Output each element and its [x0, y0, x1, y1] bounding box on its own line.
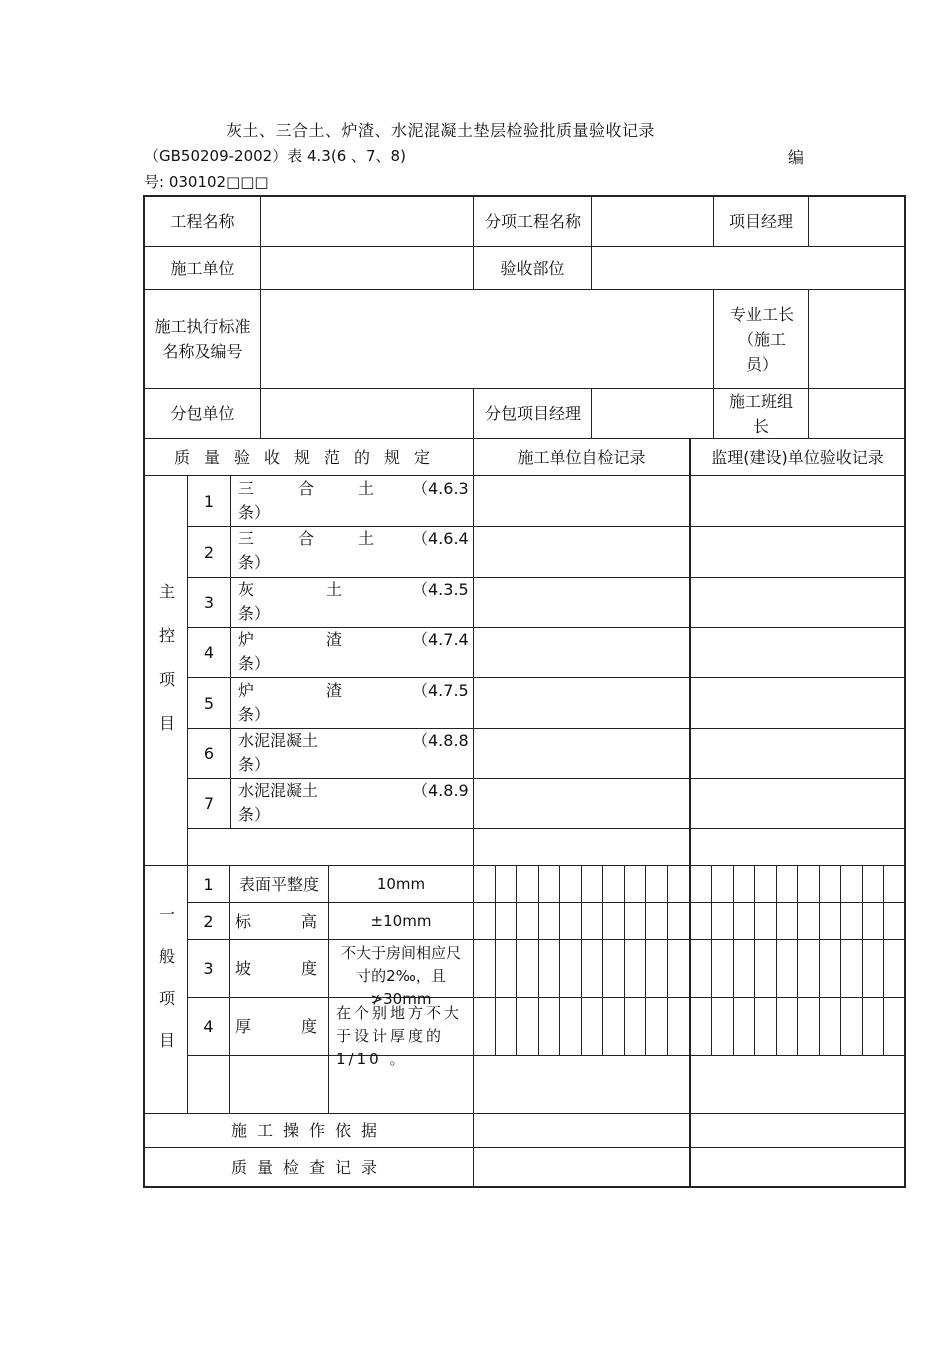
standard-reference: （GB50209-2002）表 4.3(6 、7、8) — [144, 147, 406, 165]
self-check-column-header: 施工单位自检记录 — [517, 447, 646, 467]
main-item-no: 5 — [203, 693, 215, 713]
sub-project-label: 分项工程名称 — [484, 211, 581, 231]
general-item-value: 10mm — [376, 874, 426, 893]
main-item-no: 6 — [203, 744, 215, 763]
general-item-no: 4 — [203, 1017, 214, 1036]
general-item-name: 厚 度 — [234, 1017, 323, 1036]
main-item-text: 水泥混凝土 （4.8.9 条） — [238, 781, 469, 824]
project-name-field[interactable] — [261, 196, 473, 246]
main-item-no: 3 — [203, 593, 215, 612]
main-item-text: 水泥混凝土 （4.8.8 条） — [238, 731, 469, 774]
main-item-no: 4 — [203, 643, 215, 662]
general-item-name: 坡 度 — [234, 959, 323, 978]
main-item-text: 三 合 土 （4.6.3 条） — [238, 479, 469, 522]
project-manager-label: 项目经理 — [728, 211, 793, 231]
general-item-name: 表面平整度 — [238, 874, 319, 894]
general-item-no: 1 — [203, 874, 214, 894]
supervision-column-header: 监理(建设)单位验收记录 — [711, 447, 884, 467]
general-item-name: 标 高 — [234, 911, 323, 931]
quality-check-record-label: 质量检查记录 — [230, 1157, 387, 1177]
general-item-value: ±10mm — [370, 911, 432, 930]
general-items-label: 一般项目 — [156, 905, 176, 1074]
project-name-label: 工程名称 — [170, 211, 235, 231]
foreman-label: 专业工长（施工员） — [730, 304, 795, 374]
team-leader-label: 施工班组长 — [728, 391, 793, 436]
general-item-value: 不大于房间相应尺寸的2‰，且≯30mm — [340, 944, 461, 1008]
subcontractor-label: 分包单位 — [170, 404, 235, 423]
exec-standard-label: 施工执行标准 名称及编号 — [154, 317, 251, 361]
general-item-no: 3 — [203, 959, 214, 978]
record-number: 号: 030102□□□ — [144, 173, 269, 191]
operation-basis-label: 施工操作依据 — [230, 1121, 387, 1140]
page-title: 灰土、三合土、炉渣、水泥混凝土垫层检验批质量验收记录 — [226, 121, 656, 140]
main-item-text: 炉 渣 （4.7.5 条） — [238, 681, 469, 724]
main-item-text: 炉 渣 （4.7.4 条） — [238, 630, 469, 673]
general-item-value: 在个别地方不大于设计厚度的 1/10 。 — [336, 1004, 463, 1068]
main-item-text: 灰 土 （4.3.5 条） — [238, 580, 469, 623]
number-prefix: 编 — [788, 148, 805, 167]
acceptance-part-label: 验收部位 — [500, 258, 565, 278]
main-item-no: 2 — [203, 542, 215, 562]
main-item-text: 三 合 土 （4.6.4 条） — [238, 529, 469, 572]
sub-manager-label: 分包项目经理 — [484, 404, 581, 423]
main-control-label: 主控项目 — [156, 582, 176, 759]
main-item-no: 1 — [203, 491, 215, 511]
main-item-no: 7 — [203, 794, 215, 813]
constructor-label: 施工单位 — [170, 258, 235, 278]
general-item-no: 2 — [203, 911, 214, 931]
spec-column-header: 质量验收规范的规定 — [173, 447, 444, 467]
